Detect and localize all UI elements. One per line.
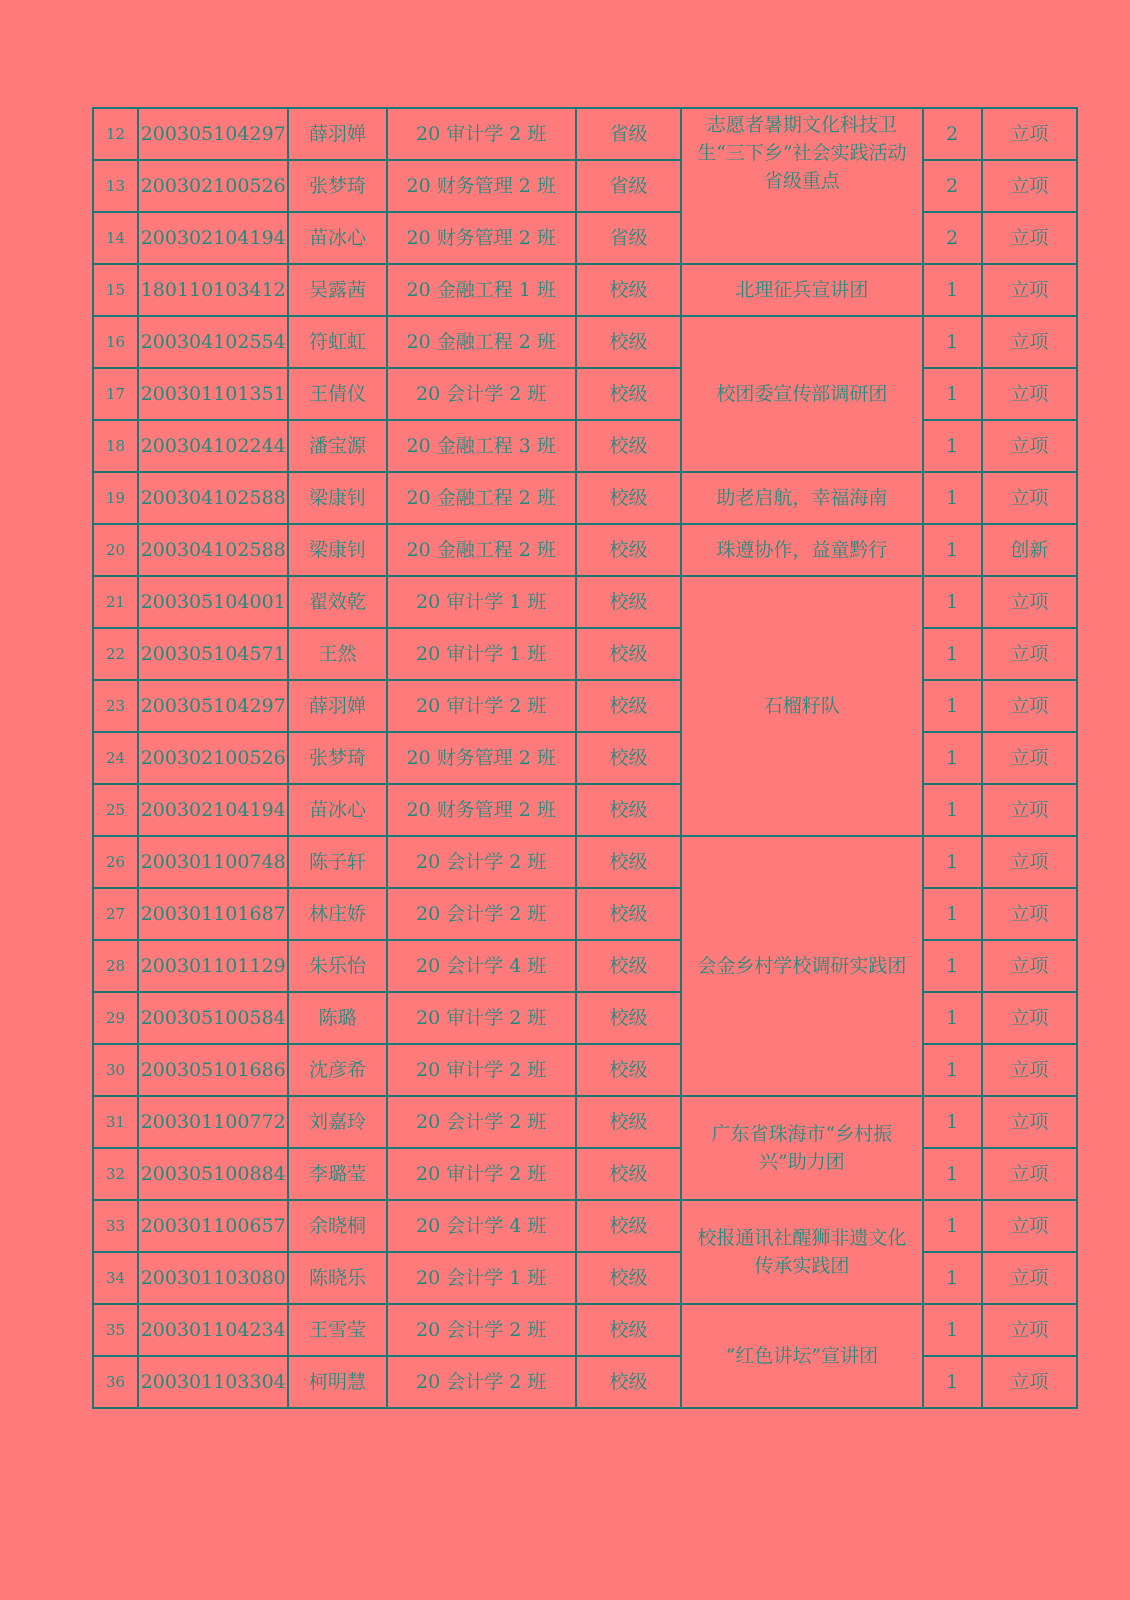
score: 1 [923,576,982,628]
project-level: 省级 [576,212,681,264]
student-id: 200301103080 [138,1252,288,1304]
project-status: 立项 [982,316,1077,368]
project-level: 校级 [576,888,681,940]
student-id: 200301101351 [138,368,288,420]
student-class: 20 金融工程 3 班 [387,420,576,472]
project-level: 校级 [576,628,681,680]
table-row [93,1304,1077,1356]
project-status: 立项 [982,680,1077,732]
student-class: 20 审计学 2 班 [387,680,576,732]
score: 1 [923,1044,982,1096]
project-status: 立项 [982,888,1077,940]
row-number: 22 [93,628,138,680]
project-level: 省级 [576,160,681,212]
project-status: 立项 [982,732,1077,784]
project-level: 校级 [576,1200,681,1252]
student-name: 李璐莹 [288,1148,386,1200]
student-name: 符虹虹 [288,316,386,368]
row-number: 19 [93,472,138,524]
student-id: 200301104234 [138,1304,288,1356]
student-id: 200305104001 [138,576,288,628]
student-class: 20 金融工程 2 班 [387,316,576,368]
project-status: 立项 [982,784,1077,836]
student-id: 200305104297 [138,108,288,160]
table-row [93,576,1077,628]
student-id: 200301100657 [138,1200,288,1252]
table-row [93,1356,1077,1408]
table-row [93,836,1077,888]
project-status: 立项 [982,368,1077,420]
student-name: 翟效乾 [288,576,386,628]
project-status: 立项 [982,628,1077,680]
student-name: 王倩仪 [288,368,386,420]
student-id: 200305104297 [138,680,288,732]
table-row [93,1200,1077,1252]
row-number: 18 [93,420,138,472]
score: 1 [923,732,982,784]
student-name: 柯明慧 [288,1356,386,1408]
student-id: 200302104194 [138,212,288,264]
project-level: 校级 [576,1044,681,1096]
score: 1 [923,1096,982,1148]
student-name: 沈彦希 [288,1044,386,1096]
student-class: 20 金融工程 1 班 [387,264,576,316]
project-status: 立项 [982,1304,1077,1356]
team-name: 石榴籽队 [681,576,922,836]
score: 1 [923,316,982,368]
table-row [93,524,1077,576]
student-id: 200305100584 [138,992,288,1044]
student-class: 20 金融工程 2 班 [387,472,576,524]
student-class: 20 审计学 2 班 [387,992,576,1044]
student-name: 潘宝源 [288,420,386,472]
table-row [93,472,1077,524]
table-row [93,992,1077,1044]
score: 1 [923,1252,982,1304]
score: 1 [923,784,982,836]
project-level: 校级 [576,1096,681,1148]
score: 2 [923,160,982,212]
project-level: 校级 [576,524,681,576]
project-level: 校级 [576,1148,681,1200]
table-row [93,368,1077,420]
table-row [93,1148,1077,1200]
score: 1 [923,1304,982,1356]
project-status: 立项 [982,1096,1077,1148]
student-id: 200302100526 [138,160,288,212]
table-row [93,316,1077,368]
student-class: 20 会计学 2 班 [387,1356,576,1408]
project-table [92,107,1078,1409]
student-class: 20 财务管理 2 班 [387,784,576,836]
student-id: 200304102554 [138,316,288,368]
student-class: 20 会计学 2 班 [387,1096,576,1148]
student-name: 王然 [288,628,386,680]
student-class: 20 会计学 1 班 [387,1252,576,1304]
student-name: 张梦琦 [288,732,386,784]
student-class: 20 财务管理 2 班 [387,732,576,784]
student-name: 薛羽婵 [288,108,386,160]
project-level: 校级 [576,732,681,784]
row-number: 15 [93,264,138,316]
student-name: 苗冰心 [288,784,386,836]
table-row [93,784,1077,836]
table-row [93,420,1077,472]
student-name: 陈璐 [288,992,386,1044]
project-status: 立项 [982,1252,1077,1304]
score: 1 [923,524,982,576]
table-row [93,1096,1077,1148]
student-name: 余晓桐 [288,1200,386,1252]
project-level: 校级 [576,472,681,524]
student-id: 200301101129 [138,940,288,992]
student-class: 20 审计学 2 班 [387,108,576,160]
student-name: 王雪莹 [288,1304,386,1356]
row-number: 30 [93,1044,138,1096]
team-name: 志愿者暑期文化科技卫生“三下乡”社会实践活动省级重点 [681,108,922,264]
table-row [93,888,1077,940]
student-id: 200304102588 [138,472,288,524]
student-class: 20 会计学 4 班 [387,1200,576,1252]
project-status: 立项 [982,160,1077,212]
score: 1 [923,992,982,1044]
student-class: 20 会计学 4 班 [387,940,576,992]
score: 1 [923,1148,982,1200]
student-name: 苗冰心 [288,212,386,264]
project-status: 立项 [982,992,1077,1044]
row-number: 29 [93,992,138,1044]
project-status: 立项 [982,1200,1077,1252]
team-name: 校报通讯社醒狮非遗文化传承实践团 [681,1200,922,1304]
row-number: 17 [93,368,138,420]
student-class: 20 审计学 2 班 [387,1148,576,1200]
row-number: 26 [93,836,138,888]
student-class: 20 审计学 1 班 [387,576,576,628]
student-class: 20 审计学 2 班 [387,1044,576,1096]
student-name: 薛羽婵 [288,680,386,732]
row-number: 13 [93,160,138,212]
table-row [93,628,1077,680]
student-id: 200305101686 [138,1044,288,1096]
project-level: 校级 [576,784,681,836]
project-status: 立项 [982,108,1077,160]
table-row [93,1044,1077,1096]
project-level: 校级 [576,264,681,316]
team-name: “红色讲坛”宣讲团 [681,1304,922,1408]
project-status: 立项 [982,472,1077,524]
score: 2 [923,212,982,264]
student-name: 陈子轩 [288,836,386,888]
project-level: 省级 [576,108,681,160]
score: 1 [923,888,982,940]
table-row [93,264,1077,316]
student-name: 林庄娇 [288,888,386,940]
project-level: 校级 [576,1304,681,1356]
table-row [93,1252,1077,1304]
score: 2 [923,108,982,160]
row-number: 25 [93,784,138,836]
project-level: 校级 [576,940,681,992]
student-class: 20 会计学 2 班 [387,888,576,940]
score: 1 [923,1200,982,1252]
student-id: 200305104571 [138,628,288,680]
student-id: 180110103412 [138,264,288,316]
row-number: 24 [93,732,138,784]
student-id: 200301100772 [138,1096,288,1148]
row-number: 32 [93,1148,138,1200]
score: 1 [923,836,982,888]
row-number: 20 [93,524,138,576]
score: 1 [923,1356,982,1408]
score: 1 [923,628,982,680]
project-status: 立项 [982,940,1077,992]
student-id: 200304102588 [138,524,288,576]
student-name: 梁康钊 [288,524,386,576]
project-level: 校级 [576,1252,681,1304]
student-class: 20 财务管理 2 班 [387,212,576,264]
student-name: 朱乐怡 [288,940,386,992]
student-class: 20 会计学 2 班 [387,368,576,420]
project-level: 校级 [576,420,681,472]
score: 1 [923,940,982,992]
project-status: 立项 [982,264,1077,316]
project-level: 校级 [576,992,681,1044]
team-name: 北理征兵宣讲团 [681,264,922,316]
student-id: 200304102244 [138,420,288,472]
student-class: 20 审计学 1 班 [387,628,576,680]
project-level: 校级 [576,368,681,420]
project-status: 立项 [982,212,1077,264]
project-status: 创新 [982,524,1077,576]
student-id: 200302104194 [138,784,288,836]
row-number: 35 [93,1304,138,1356]
row-number: 16 [93,316,138,368]
team-name: 会金乡村学校调研实践团 [681,836,922,1096]
row-number: 31 [93,1096,138,1148]
student-id: 200301103304 [138,1356,288,1408]
project-status: 立项 [982,1044,1077,1096]
team-name: 珠遵协作，益童黔行 [681,524,922,576]
score: 1 [923,368,982,420]
project-status: 立项 [982,1356,1077,1408]
table-row [93,108,1077,160]
row-number: 12 [93,108,138,160]
project-status: 立项 [982,836,1077,888]
student-name: 陈晓乐 [288,1252,386,1304]
project-level: 校级 [576,576,681,628]
student-class: 20 会计学 2 班 [387,1304,576,1356]
row-number: 27 [93,888,138,940]
row-number: 33 [93,1200,138,1252]
score: 1 [923,264,982,316]
student-class: 20 会计学 2 班 [387,836,576,888]
student-class: 20 财务管理 2 班 [387,160,576,212]
table-row [93,680,1077,732]
table-row [93,940,1077,992]
score: 1 [923,472,982,524]
score: 1 [923,420,982,472]
table-row [93,212,1077,264]
project-level: 校级 [576,316,681,368]
student-name: 刘嘉玲 [288,1096,386,1148]
project-status: 立项 [982,576,1077,628]
team-name: 广东省珠海市“乡村振兴”助力团 [681,1096,922,1200]
student-id: 200301101687 [138,888,288,940]
project-level: 校级 [576,680,681,732]
table-row [93,732,1077,784]
project-status: 立项 [982,420,1077,472]
student-id: 200302100526 [138,732,288,784]
student-class: 20 金融工程 2 班 [387,524,576,576]
student-id: 200305100884 [138,1148,288,1200]
row-number: 36 [93,1356,138,1408]
row-number: 14 [93,212,138,264]
row-number: 34 [93,1252,138,1304]
project-level: 校级 [576,1356,681,1408]
row-number: 23 [93,680,138,732]
team-name: 助老启航，幸福海南 [681,472,922,524]
project-status: 立项 [982,1148,1077,1200]
score: 1 [923,680,982,732]
row-number: 28 [93,940,138,992]
student-name: 梁康钊 [288,472,386,524]
project-level: 校级 [576,836,681,888]
student-name: 张梦琦 [288,160,386,212]
row-number: 21 [93,576,138,628]
student-id: 200301100748 [138,836,288,888]
team-name: 校团委宣传部调研团 [681,316,922,472]
student-name: 吴露茜 [288,264,386,316]
table-row [93,160,1077,212]
